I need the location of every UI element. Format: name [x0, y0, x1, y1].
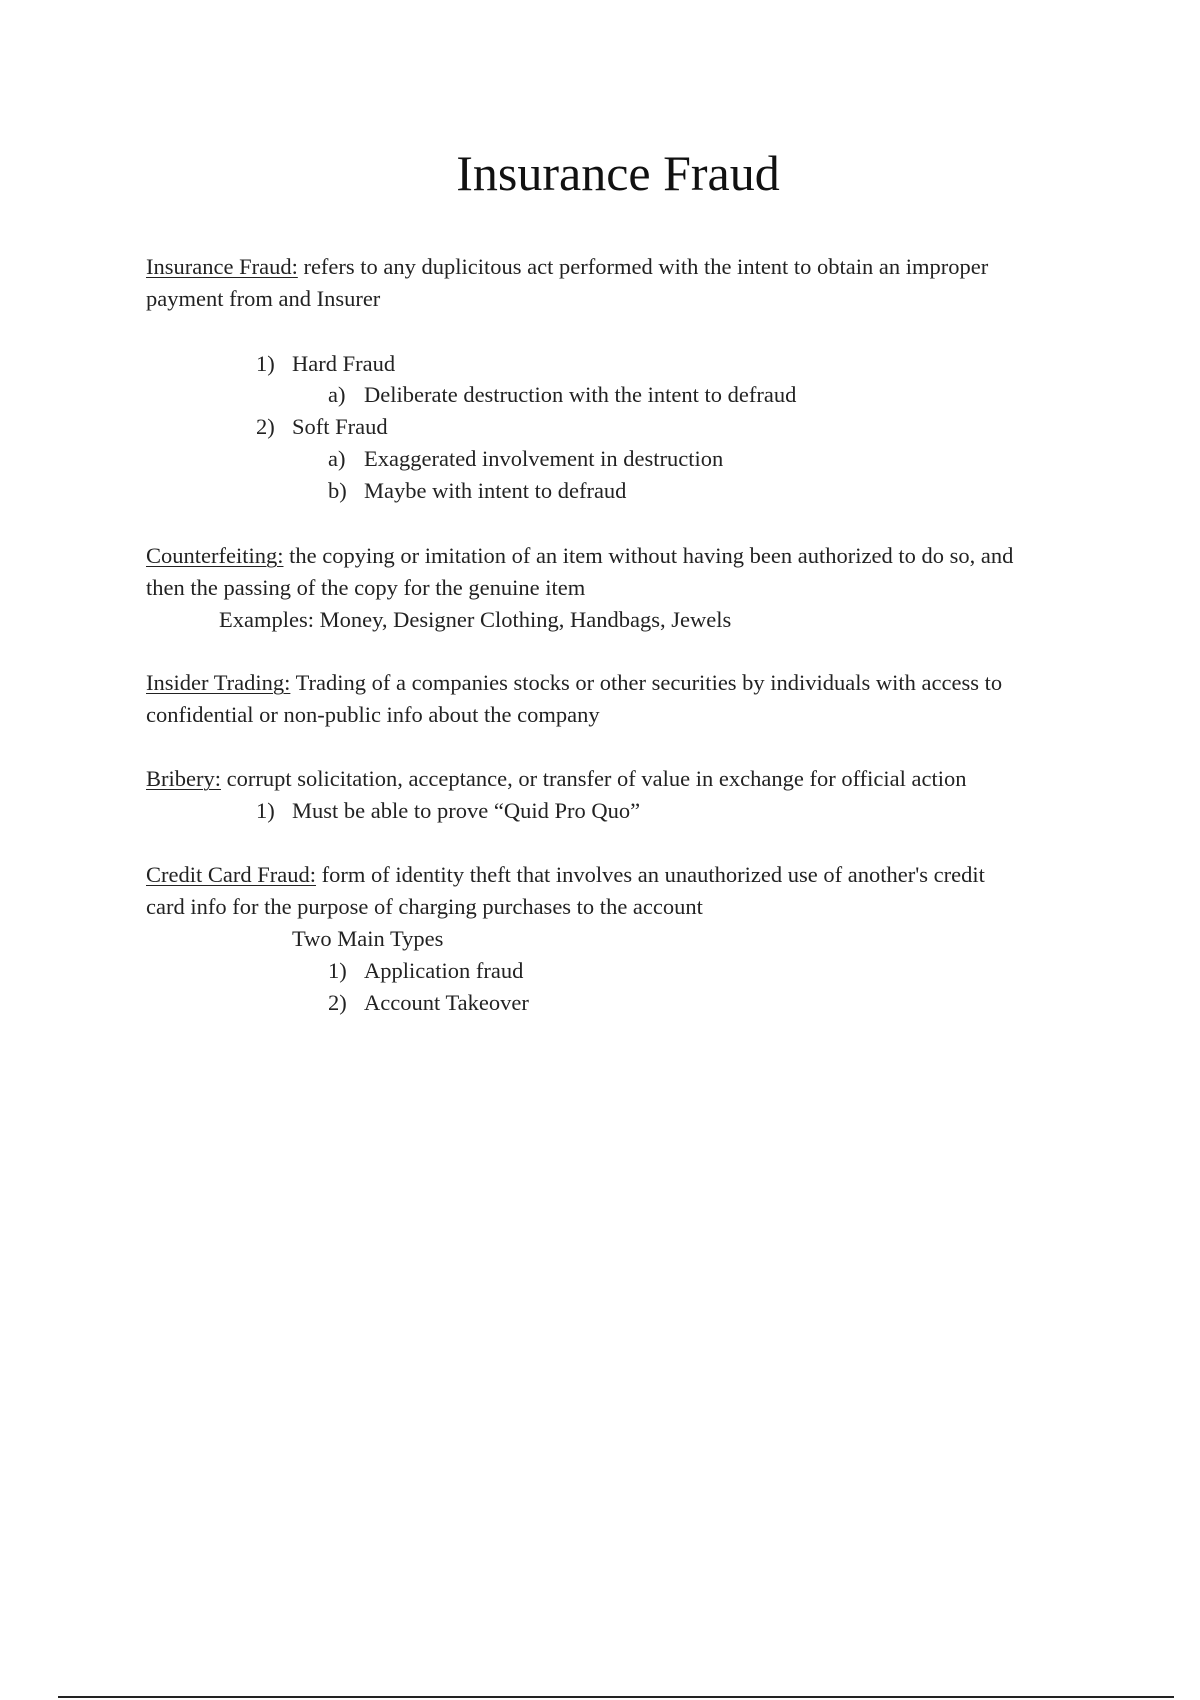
list-marker: 2) — [256, 414, 275, 439]
counterfeiting-def-line2: then the passing of the copy for the genuine item — [146, 575, 586, 600]
list-item — [256, 796, 640, 826]
list-item-text: Maybe with intent to defraud — [364, 478, 627, 503]
list-marker: a) — [328, 446, 346, 471]
list-item — [328, 444, 723, 474]
insider-trading-term: Insider Trading: — [146, 670, 291, 695]
list-item-text: Soft Fraud — [292, 414, 388, 439]
counterfeiting-def-line1: the copying or imitation of an item without having been authorized to do so, and — [283, 543, 1014, 568]
credit-card-fraud-def-line2: card info for the purpose of charging purchases to the account — [146, 894, 703, 919]
insider-trading-def-line1: Trading of a companies stocks or other securities by individuals with access to — [290, 670, 1003, 695]
credit-card-fraud-def-line1: form of identity theft that involves an unauthorized use of another's credit — [315, 862, 985, 887]
list-item-text: Deliberate destruction with the intent to defraud — [364, 382, 797, 407]
list-marker: a) — [328, 382, 346, 407]
list-item — [256, 349, 395, 379]
credit-card-fraud-definition — [146, 860, 985, 890]
bribery-term: Bribery: — [146, 766, 221, 791]
list-marker: 2) — [328, 990, 347, 1015]
list-item — [256, 412, 388, 442]
insurance-fraud-definition — [146, 252, 988, 282]
counterfeiting-examples: Examples: Money, Designer Clothing, Handbags, Jewels — [219, 607, 732, 632]
list-item — [328, 476, 626, 506]
list-item — [328, 380, 796, 410]
list-marker: b) — [328, 478, 347, 503]
insurance-fraud-term: Insurance Fraud: — [146, 254, 298, 279]
credit-card-types-heading: Two Main Types — [292, 926, 444, 951]
credit-card-fraud-term: Credit Card Fraud: — [146, 862, 316, 887]
list-item-text: Hard Fraud — [292, 351, 396, 376]
list-item-text: Account Takeover — [364, 990, 529, 1015]
insider-trading-def-line2: confidential or non-public info about the company — [146, 702, 600, 727]
bribery-def-line1: corrupt solicitation, acceptance, or transfer of value in exchange for official action — [220, 766, 967, 791]
list-marker: 1) — [256, 351, 275, 376]
insider-trading-definition — [146, 668, 1002, 698]
list-item — [328, 988, 529, 1018]
counterfeiting-term: Counterfeiting: — [146, 543, 284, 568]
list-marker: 1) — [256, 798, 275, 823]
counterfeiting-definition — [146, 541, 1013, 571]
page-title: Insurance Fraud — [456, 145, 780, 201]
insurance-fraud-def-line2: payment from and Insurer — [146, 286, 381, 311]
insurance-fraud-def-line1: refers to any duplicitous act performed with the intent to obtain an improper — [297, 254, 989, 279]
list-marker: 1) — [328, 958, 347, 983]
list-item-text: Exaggerated involvement in destruction — [364, 446, 724, 471]
page-bottom-divider — [58, 1696, 1174, 1698]
list-item — [328, 956, 523, 986]
list-item-text: Application fraud — [364, 958, 524, 983]
list-item-text: Must be able to prove “Quid Pro Quo” — [292, 798, 641, 823]
bribery-definition — [146, 764, 966, 794]
